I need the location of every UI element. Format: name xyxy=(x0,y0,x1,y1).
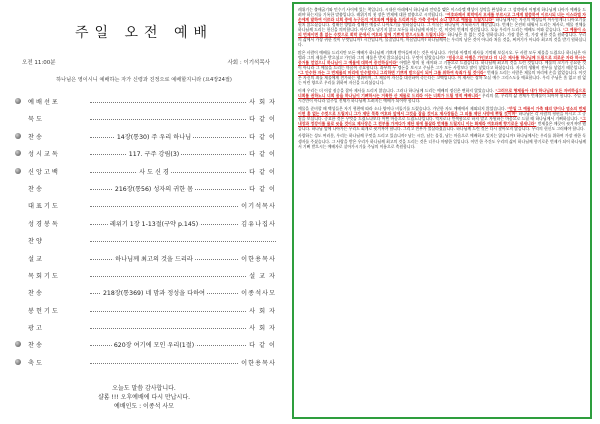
bullet-icon xyxy=(15,98,21,104)
sermon-paragraph xyxy=(298,50,586,85)
order-row xyxy=(14,251,280,268)
service-time: 오전 11:00분 xyxy=(22,60,56,66)
order-person: 설 교 자 xyxy=(249,272,276,280)
closing-message xyxy=(0,384,288,411)
bulletin-left-page xyxy=(0,0,288,424)
order-row xyxy=(14,146,280,163)
order-person: 이종석사모 xyxy=(241,290,276,298)
order-person: 다 같 이 xyxy=(249,168,276,176)
sermon-text: 레위기는 출애굽기와 민수기 사이에 있는 책입니다. 시내산 아래에서 하나님과 언약을 맺은 이스라엘 백성이 성막을 완성하고 그 성막에서 어떻게 하나님께 나아가 예배를 드려야 하는지를 기록한 말씀입니다. 레위기의 첫 장은 번제에 대한 말씀으로 시작됩니다. xyxy=(298,7,586,18)
order-label: 대표기도 xyxy=(28,203,60,211)
order-row xyxy=(14,337,280,354)
closing-line-2: 샬롬 !!! 오후예배에 다시 만납시다. xyxy=(97,394,191,401)
order-person: 이한용목사 xyxy=(241,359,276,367)
order-label: 봉헌기도 xyxy=(28,307,60,315)
order-label: 성시교독 xyxy=(28,151,60,159)
order-label: 목회기도 xyxy=(28,272,60,280)
order-row xyxy=(14,216,280,233)
sermon-text: 아벨은 양의 첫 새끼와 그 기름으로 드렸습니다. 하나님께 최고의 것을 드린 것입니다. 예물의 크기가 중요한 것이 아니라 그 예물을 드리는 마음이 중요합니다. 과부의 두 렙돈을 보시고 주님은 그가 모든 사람보다 많이 넣었다고 하셨습니다. 자기의 생활비 전부를 넣었기 때문입니다. xyxy=(298,60,586,71)
sermon-text: 많은 사람이 예배를 드리지만 모든 예배가 하나님께 기쁘게 받아들여지는 것은 아닙니다. 가인과 아벨의 제사를 기억해 보십시오. 두 사람 모두 제물을 드렸으나 하나님은 아벨과 그의 제물은 받으셨고 가인과 그의 제물은 받지 않으셨습니다. 무엇이 달랐습니까? xyxy=(298,49,586,61)
order-label: 묵도 xyxy=(28,116,44,124)
order-person: 사 회 자 xyxy=(249,307,276,315)
order-content: 하나님께 최고의 것을 드리라 xyxy=(115,255,193,263)
sermon-paragraph xyxy=(298,7,586,47)
order-row xyxy=(14,111,280,128)
scripture-quote: "그 예물이 소의 번제이면 흠 없는 수컷으로 회막 문에서 여호와 앞에 기쁘게 받으시도록 드릴지니라" xyxy=(298,27,587,38)
order-row xyxy=(14,94,280,111)
order-label: 찬송 xyxy=(28,133,44,141)
bullet-icon xyxy=(15,150,21,156)
order-person: 다 같 이 xyxy=(249,342,276,350)
order-row xyxy=(14,355,280,372)
sermon-text: 하나님은 각 사람의 형편을 아시고 그 중심을 보십니다. 중요한 것은 무엇을 드렸느냐보다 어떤 마음으로 드렸느냐입니다. 억지로나 인색함으로 하지 말고 자원하는 마음으로 드릴 때 하나님께서 기뻐하십니다. xyxy=(298,110,587,121)
order-person: 다 같 이 xyxy=(249,116,276,124)
sermon-paragraph xyxy=(298,133,586,148)
order-of-worship xyxy=(14,94,280,372)
order-row xyxy=(14,198,280,215)
order-row xyxy=(14,181,280,198)
bullet-icon xyxy=(15,341,21,347)
scripture-quote: "만일 그 예물이 가축 떼의 양이나 염소의 번제이면 흠 없는 수컷으로 드릴지니 그가 제단 북쪽 여호와 앞에서 그것을 잡을 것이요 제사장들은 그 피를 제단 사방에 뿌릴 것이며" xyxy=(298,105,586,116)
order-label: 예배선포 xyxy=(28,99,60,106)
sermon-text: 이제 우리는 더 이상 짐승을 잡아 제사를 드리지 않습니다. 그러나 하나님께 드리는 예배의 정신은 변하지 않았습니다. xyxy=(298,87,496,93)
sermon-text: 우리의 몸, 우리의 삶 전체가 번제물이 되어야 합니다. 주일 한 시간만이 아니라 일주일 전체가 하나님께 드려지는 예배가 되어야 합니다. xyxy=(298,92,586,103)
sermon-text: 하나님께서는 자신의 백성들이 아무렇게나 나아오기를 원치 않으셨습니다. 정해진 방법과 정해진 예물로 나아오기를 원하셨습니다. 그 이유는 하나님이 거룩하시기 때문입니다. 번제는 온전히 태워서 드리는 제사로, 예물 전체를 하나님께 드리는 헌신을 의미합니다. 아무것도 남기지 않고 모두를 하나님께 바치는 것, 이것이 번제의 정신입니다. 오늘 우리가 드리는 예배도 이와 같습니다. xyxy=(298,17,586,33)
order-person: 사 회 자 xyxy=(249,325,276,333)
sermon-text: 번제를 드리는 사람은 제물의 머리에 손을 얹었습니다. 이것은 자신의 죄를 제물에게 전가하는 행위이며, 그 제물이 자신을 대신하여 죽는다는 고백입니다. 이 제사는 장차 오실 예수 그리스도를 예표합니다. 우리 주님은 흠 없고 점 없는 어린 양으로 우리를 위하여 자신을 드리셨습니다. xyxy=(298,70,586,86)
sermon-text: 예물을 준비할 때 백성들은 자기 형편에 따라 소나 양이나 비둘기를 드렸습니다. 가난한 자도 예배에서 제외되지 않았습니다. xyxy=(298,105,508,111)
order-row xyxy=(14,303,280,320)
page-title: 주일 오전 예배 xyxy=(74,25,214,41)
sermon-paragraph xyxy=(298,88,586,103)
order-content: 620장 여기에 모인 우리(1절) xyxy=(113,342,195,350)
order-label: 찬송 xyxy=(28,290,44,298)
order-person: 사 회 자 xyxy=(249,99,276,106)
order-person: 이기석목사 xyxy=(241,203,276,211)
order-person: 김유나집사 xyxy=(241,220,276,228)
order-content: 사 도 신 경 xyxy=(139,168,169,176)
scripture-quote: "여호와께서 회막에서 모세를 부르시고 그에게 말씀하여 이르시되 너는 이스라엘 자손에게 말하여 이르라 너희 중에 누구든지 여호와께 예물을 드리려거든 가축 중에서 소나 양으로 예물을 드릴지니라" xyxy=(298,12,587,23)
scripture-quote: "그 안수한 자는 그 번제물의 머리에 안수할지니 그리하면 기쁘게 받으심이 되어 그를 위하여 속죄가 될 것이라" xyxy=(298,70,486,76)
sermon-text-panel xyxy=(292,2,592,419)
order-content: 레위기 1장 1-13절(구약 p.145) xyxy=(109,220,199,228)
order-row xyxy=(14,233,280,250)
order-person: 다 같 이 xyxy=(249,133,276,141)
bullet-icon xyxy=(15,168,21,174)
bullet-icon xyxy=(15,133,21,139)
scripture-quote: "그 내장과 정강이를 물로 씻을 것이요 제사장은 그 전부를 가져다가 제단 위에 불살라 번제를 드릴지니 이는 화제라 여호와께 향기로운 냄새니라" xyxy=(298,115,586,126)
order-row xyxy=(14,268,280,285)
order-content: 216장(통56) 성자의 귀한 몸 xyxy=(114,185,194,193)
sermon-text: 하나님은 흠 없는 것을 원하십니다. 가장 좋은 것, 가장 귀한 것을 원하십니다. 우리의 삶에서 가장 귀한 것이 무엇입니까? 시간입니까, 물질입니까, 마음입니까? 하나님께서는 우리의 남은 것이 아니라 처음 것을, 찌꺼기가 아니라 최고의 것을 받기 원하십니다. xyxy=(298,32,586,48)
closing-line-3: 예배인도 : 이종석 사모 xyxy=(114,403,174,410)
sermon-paragraph xyxy=(298,106,586,131)
scripture-quote: "그러므로 형제들아 내가 하나님의 모든 자비하심으로 너희를 권하노니 너희 몸을 하나님이 기뻐하시는 거룩한 산 제물로 드리라 이는 너희가 드릴 영적 예배니라" xyxy=(298,87,586,98)
order-label: 축도 xyxy=(28,359,44,367)
order-content: 117. 구주 강림(3) xyxy=(128,151,180,159)
leader-dots xyxy=(90,241,276,242)
order-content: 14장(통30) 주 우리 하나님 xyxy=(116,133,192,141)
order-person: 다 같 이 xyxy=(249,185,276,193)
scripture-quote: "믿음으로 아벨은 가인보다 더 나은 제사를 하나님께 드림으로 의로운 자라 하시는 증거를 얻었으니 하나님이 그 예물에 대하여 증언하심이라" xyxy=(298,55,586,66)
order-label: 설교 xyxy=(28,255,44,263)
order-row xyxy=(14,285,280,302)
order-label: 찬송 xyxy=(28,342,44,350)
officiant: 사회 : 이기석목사 xyxy=(227,60,270,66)
order-person: 다 같 이 xyxy=(249,151,276,159)
order-row xyxy=(14,320,280,337)
closing-line-1: 오늘도 말씀 감사합니다. xyxy=(112,385,176,392)
worship-verse-notice: 하나님은 영이시니 예배하는 자가 신령과 진정으로 예배할지니라 (요4장24절) xyxy=(56,77,232,83)
order-label: 찬송 xyxy=(28,185,44,193)
order-label: 찬양 xyxy=(28,238,44,246)
order-row xyxy=(14,164,280,181)
order-label: 신앙고백 xyxy=(28,168,60,176)
order-label: 성경봉독 xyxy=(28,220,60,228)
order-row xyxy=(14,129,280,146)
order-label: 광고 xyxy=(28,325,44,333)
sermon-text: 번제물은 깨끗이 씻겨져야 했습니다. 하나님 앞에 나아가는 우리도 회개로 씻겨져야 합니다. 그리고 전부가 불살라졌습니다. 하나님께 드린 것은 다시 찾아오지 않습니다. 우리의 헌신도 그러해야 합니다. xyxy=(298,120,586,131)
bullet-icon xyxy=(15,359,21,365)
order-person: 이한용목사 xyxy=(241,255,276,263)
sermon-text: 사랑하는 성도 여러분, 우리는 하나님께 무엇을 드리고 있습니까? 남는 시간, 남는 물질, 남는 마음으로 예배하고 있지는 않습니까? 하나님께서는 우리를 위하여 가장 귀한 독생자를 주셨습니다. 그 사랑을 받은 우리가 하나님께 최고의 것을 드리는 것은 너무나 마땅한 일입니다. 이번 한 주간도 우리의 삶이 하나님께 향기로운 번제가 되어 하나님께서 기뻐 받으시는 예배자로 살아가시기를 주님의 이름으로 축원합니다. xyxy=(298,133,586,149)
order-content: 218장(통369) 네 맘과 정성을 다하여 xyxy=(102,290,206,298)
